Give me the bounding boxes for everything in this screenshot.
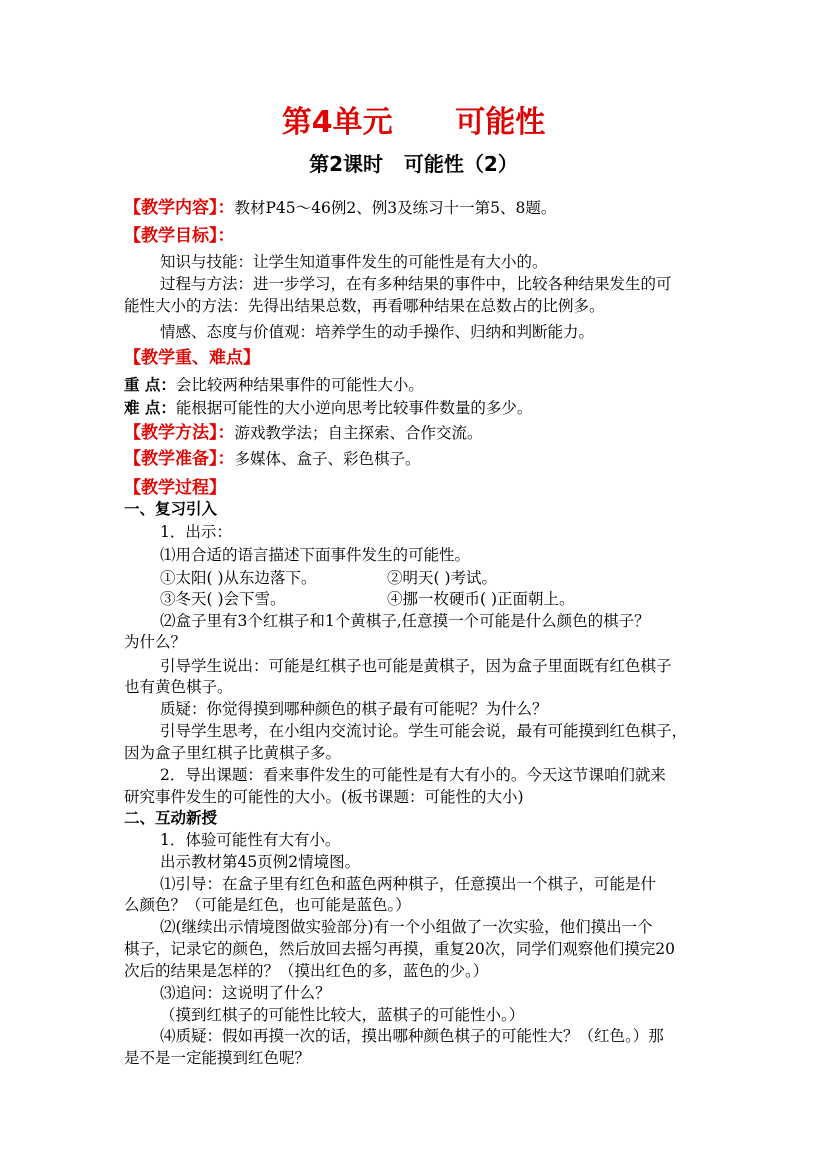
goal-process-line2: 能性大小的方法：先得出结果总数，再看哪种结果在总数占的比例多。 bbox=[124, 297, 605, 315]
process-heading-label: 【教学过程】 bbox=[124, 478, 226, 498]
part1-line: 研究事件发生的可能性的大小。(板书课题：可能性的大小) bbox=[124, 788, 524, 806]
method-row bbox=[124, 423, 483, 443]
part1-line: ②明天( )考试。 bbox=[387, 569, 498, 587]
part2-line: 是不是一定能摸到红色呢？ bbox=[124, 1049, 311, 1067]
part2-line: ⑴引导：在盒子里有红色和蓝色两种棋子，任意摸出一个棋子，可能是什 bbox=[160, 875, 657, 893]
part2-line: 棋子，记录它的颜色，然后放回去摇匀再摸，重复20次，同学们观察他们摸完20 bbox=[124, 940, 675, 958]
part1-line: 1．出示： bbox=[160, 523, 232, 541]
part2-heading: 二、互动新授 bbox=[124, 809, 218, 827]
method-text: 游戏教学法；自主探索、合作交流。 bbox=[234, 424, 483, 442]
part1-line: 质疑：你觉得摸到哪种颜色的棋子最有可能呢？为什么？ bbox=[160, 700, 548, 718]
part1-line: 2．导出课题：看来事件发生的可能性是有大有小的。今天这节课咱们就来 bbox=[160, 766, 666, 784]
difficult-point-row bbox=[124, 398, 532, 418]
part1-line: ①太阳( )从东边落下。 bbox=[160, 569, 317, 587]
prep-row bbox=[124, 449, 421, 469]
part2-line: 1．体验可能性有大有小。 bbox=[160, 831, 341, 849]
content-row bbox=[124, 198, 556, 218]
part1-line: 引导学生思考，在小组内交流讨论。学生可能会说，最有可能摸到红色棋子， bbox=[160, 722, 688, 740]
part2-line: 么颜色？（可能是红色，也可能是蓝色。） bbox=[124, 896, 411, 914]
key-point-label: 重 点： bbox=[124, 376, 176, 394]
key-point-row bbox=[124, 375, 424, 395]
method-heading: 【教学方法】： bbox=[124, 423, 235, 443]
goal-knowledge: 知识与技能：让学生知道事件发生的可能性是有大小的。 bbox=[160, 253, 548, 271]
part1-line: 引导学生说出：可能是红棋子也可能是黄棋子，因为盒子里面既有红色棋子 bbox=[160, 657, 672, 675]
keypoints-heading-label: 【教学重、难点】 bbox=[124, 348, 260, 368]
goal-emotion: 情感、态度与价值观：培养学生的动手操作、归纳和判断能力。 bbox=[160, 323, 595, 341]
part1-heading: 一、复习引入 bbox=[124, 500, 218, 518]
part2-line: ⑵(继续出示情境图做实验部分)有一个小组做了一次实验，他们摸出一个 bbox=[160, 918, 653, 936]
process-heading bbox=[124, 478, 226, 498]
part1-line: ⑵盒子里有3个红棋子和1个黄棋子,任意摸一个可能是什么颜色的棋子？ bbox=[160, 612, 650, 630]
goals-heading-label: 【教学目标】： bbox=[124, 226, 235, 246]
content-heading: 【教学内容】： bbox=[124, 198, 235, 218]
part1-line: ④挪一枚硬币( )正面朝上。 bbox=[387, 590, 575, 608]
part1-line: 因为盒子里红棋子比黄棋子多。 bbox=[124, 744, 342, 762]
part1-line: 也有黄色棋子。 bbox=[124, 678, 233, 696]
part2-line: ⑷质疑：假如再摸一次的话，摸出哪种颜色棋子的可能性大？（红色。）那 bbox=[160, 1027, 664, 1045]
lesson-title: 第2课时 可能性（2） bbox=[309, 152, 518, 176]
content-text: 教材P45～46例2、例3及练习十一第5、8题。 bbox=[234, 199, 557, 217]
part2-line: ⑶追问：这说明了什么？ bbox=[160, 984, 331, 1002]
part2-line: （摸到红棋子的可能性比较大，蓝棋子的可能性小。） bbox=[160, 1006, 525, 1024]
difficult-point-text: 能根据可能性的大小逆向思考比较事件数量的多少。 bbox=[175, 399, 533, 417]
part1-line: ③冬天( )会下雪。 bbox=[160, 590, 286, 608]
part1-line: ⑴用合适的语言描述下面事件发生的可能性。 bbox=[160, 546, 471, 564]
difficult-point-label: 难 点： bbox=[124, 399, 176, 417]
keypoints-heading bbox=[124, 348, 260, 368]
prep-text: 多媒体、盒子、彩色棋子。 bbox=[234, 450, 421, 468]
key-point-text: 会比较两种结果事件的可能性大小。 bbox=[175, 376, 424, 394]
goal-process-line1: 过程与方法：进一步学习，在有多种结果的事件中，比较各种结果发生的可 bbox=[160, 275, 672, 293]
part1-line: 为什么？ bbox=[124, 633, 187, 651]
unit-title: 第4单元 可能性 bbox=[281, 105, 546, 140]
goals-heading bbox=[124, 226, 235, 246]
part2-line: 次后的结果是怎样的？（摸出红色的多，蓝色的少。） bbox=[124, 962, 489, 980]
part2-line: 出示教材第45页例2情境图。 bbox=[160, 853, 361, 871]
prep-heading: 【教学准备】： bbox=[124, 449, 235, 469]
